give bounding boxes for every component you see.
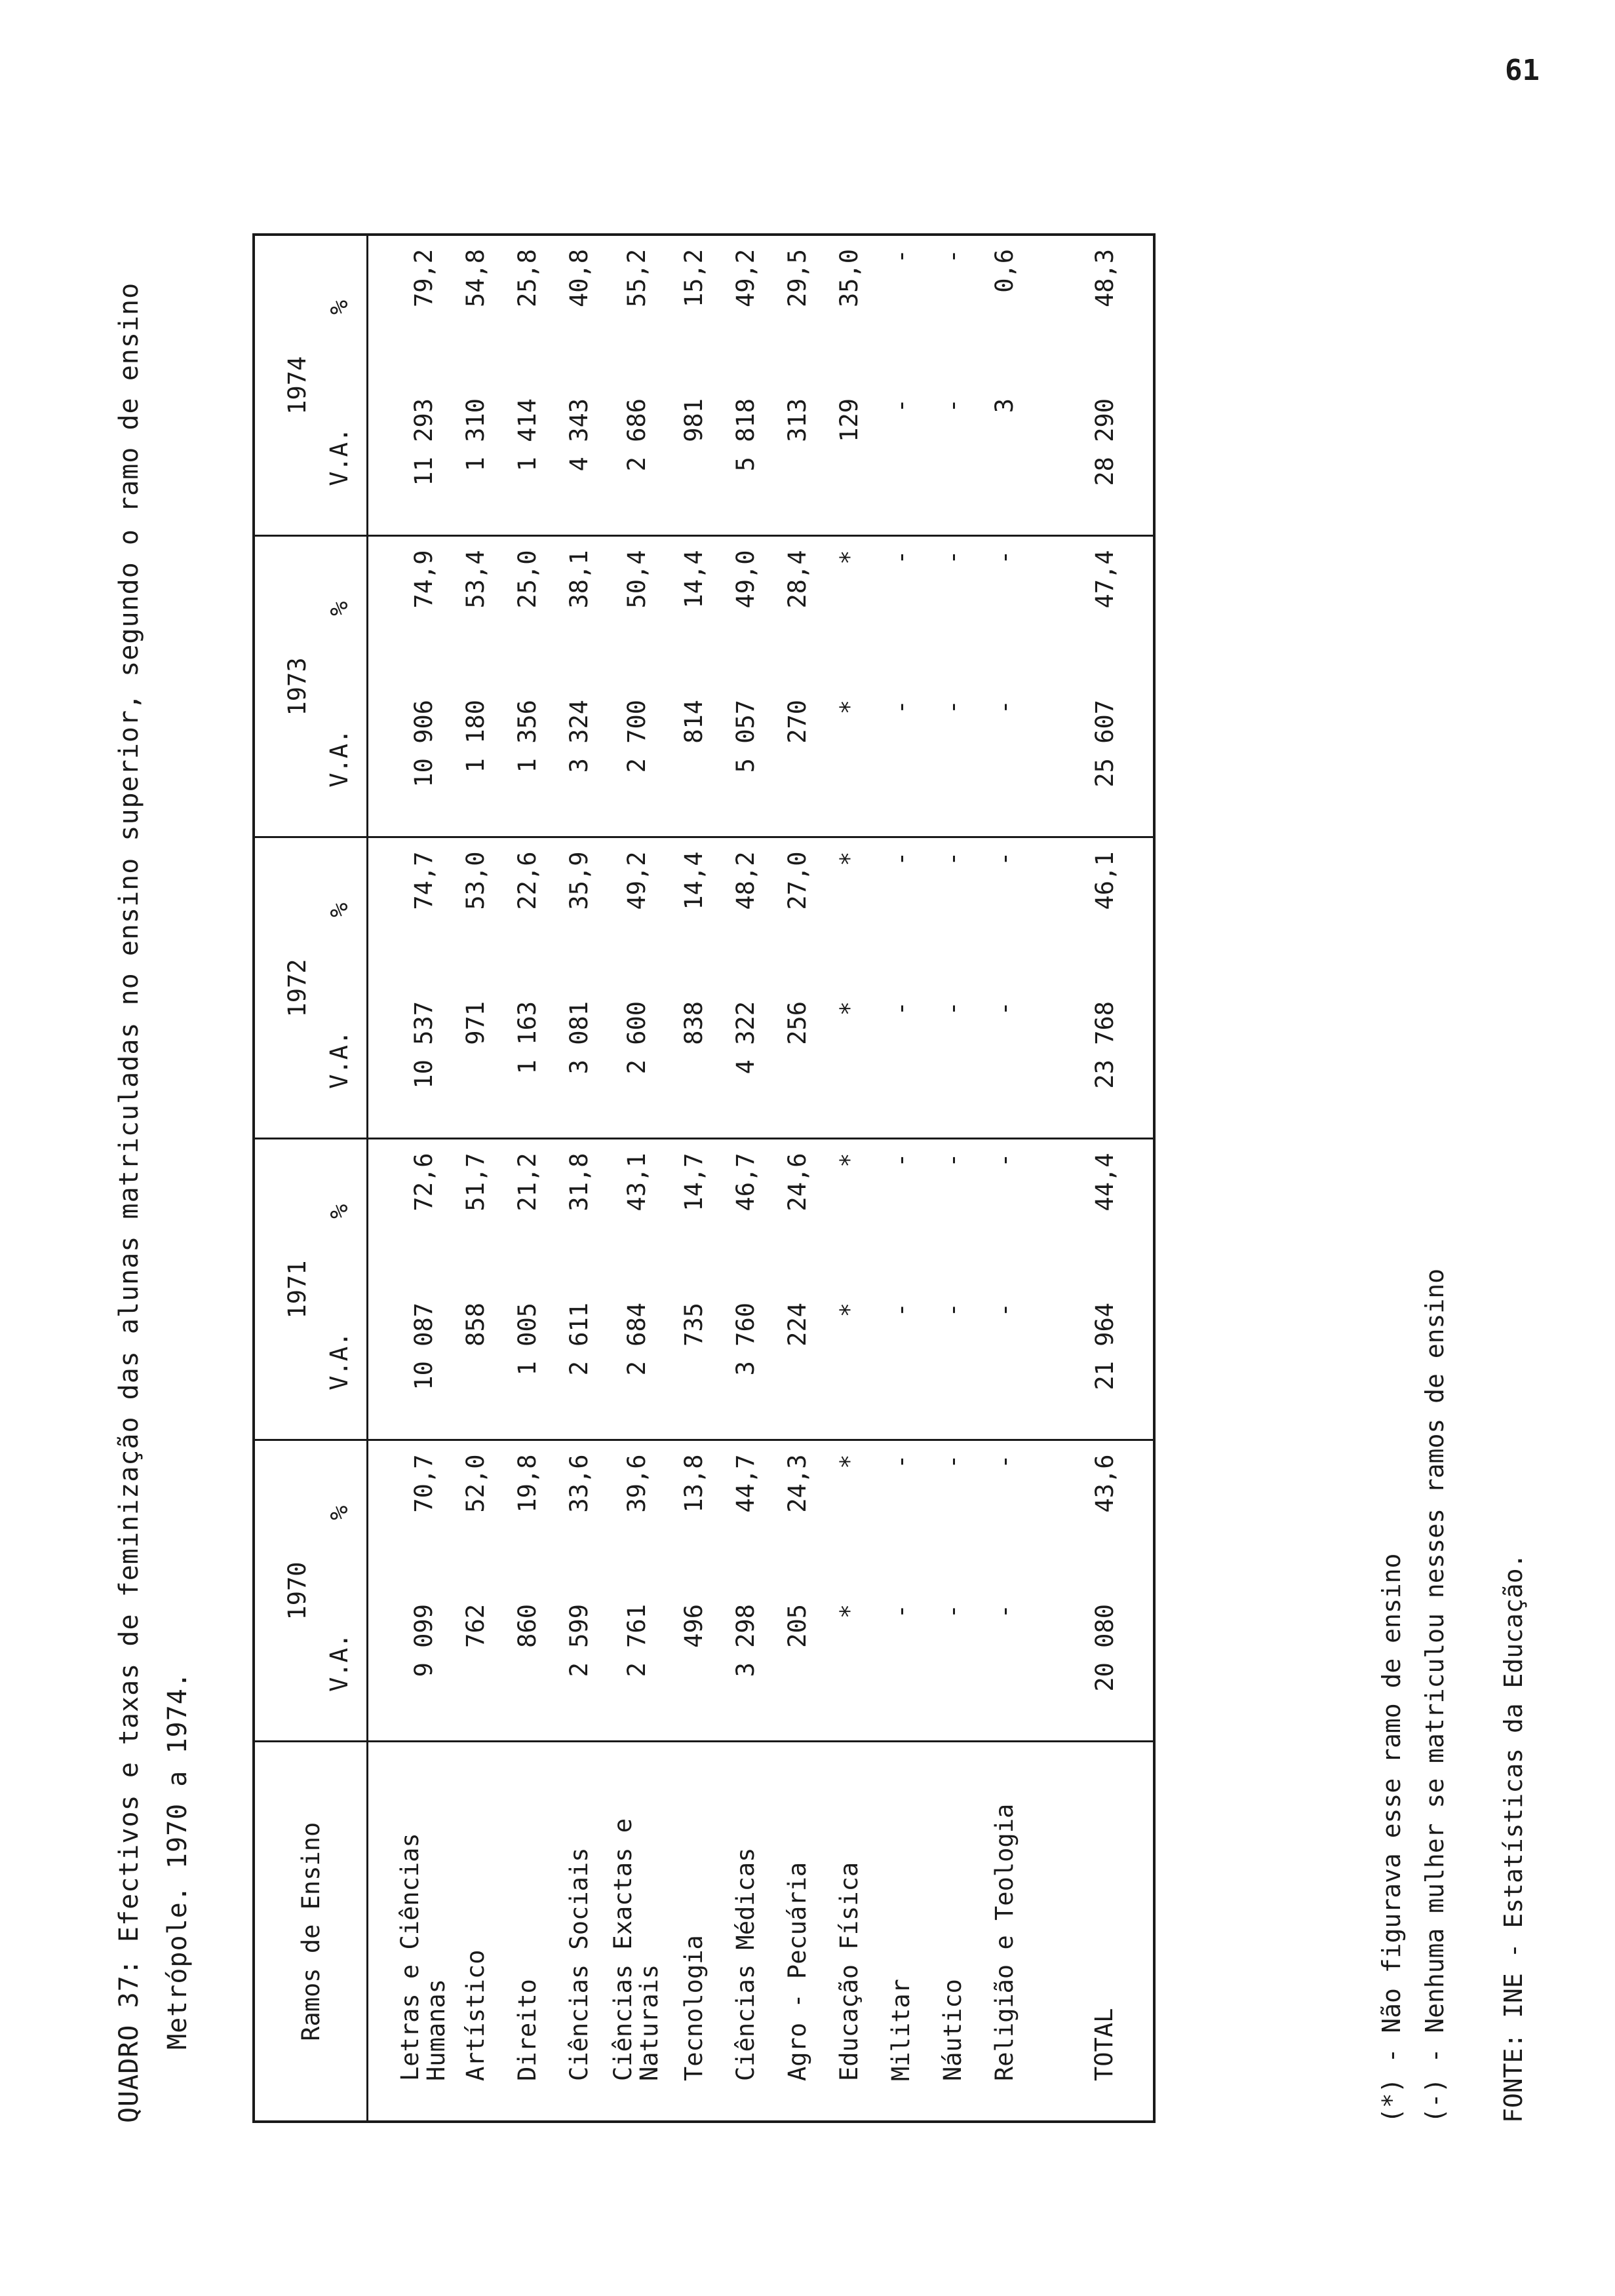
cell-va: *	[823, 982, 875, 1139]
cell-pct: 39,6	[622, 1454, 651, 1513]
cell-pct: 24,6	[783, 1153, 811, 1212]
spacer-cell	[1030, 536, 1082, 680]
cell-pct: *	[835, 1454, 863, 1469]
header-row-years	[254, 235, 311, 2122]
cell-va: 4 322	[720, 982, 771, 1139]
table-spacer-row	[1030, 235, 1082, 2122]
spacer-cell	[1030, 680, 1082, 837]
cell-pct: -	[939, 1153, 967, 1168]
spacer-cell	[1030, 837, 1082, 982]
cell-pct: 44,7	[731, 1454, 760, 1513]
cell-va: 814	[668, 680, 720, 837]
cell-va: 838	[668, 982, 720, 1139]
table-row	[720, 235, 771, 2122]
spacer-cell	[1030, 235, 1082, 379]
header-year-1972: 1972	[254, 837, 311, 1139]
cell-va: 1 356	[501, 680, 553, 837]
cell-va: 1 180	[450, 680, 501, 837]
spacer-cell	[1030, 1139, 1082, 1283]
cell-va: 20 080	[1082, 1584, 1154, 1742]
cell-pct: 53,0	[461, 851, 490, 910]
cell-pct: -	[887, 1454, 915, 1469]
header-pct: %	[311, 1440, 368, 1584]
header-year-1974: 1974	[254, 235, 311, 536]
cell-pct: 14,4	[680, 851, 708, 910]
cell-va: 981	[668, 379, 720, 536]
cell-pct: 43,1	[622, 1153, 651, 1212]
row-label: Direito	[513, 1979, 541, 2081]
header-pct: %	[311, 536, 368, 680]
cell-va: 2 700	[605, 680, 668, 837]
table-caption	[105, 92, 202, 2123]
cell-va: *	[823, 1584, 875, 1742]
cell-va: 3 324	[553, 680, 605, 837]
cell-pct: 29,5	[783, 248, 811, 308]
cell-pct: -	[990, 1153, 1019, 1168]
cell-va: 496	[668, 1584, 720, 1742]
row-label: Ciências Exactas e Naturais	[609, 1818, 663, 2081]
cell-pct: 49,0	[731, 550, 760, 609]
cell-va: 25 607	[1082, 680, 1154, 837]
cell-va: -	[875, 379, 927, 536]
header-pct: %	[311, 1139, 368, 1283]
cell-va: 5 057	[720, 680, 771, 837]
cell-va: 10 537	[368, 982, 450, 1139]
cell-va: 971	[450, 982, 501, 1139]
footnotes	[1370, 92, 1535, 2123]
row-label: Tecnologia	[679, 1935, 708, 2081]
header-year-1973: 1973	[254, 536, 311, 837]
cell-pct: 48,2	[731, 851, 760, 910]
cell-va: 2 611	[553, 1283, 605, 1440]
cell-va: 3 760	[720, 1283, 771, 1440]
table-body	[368, 235, 1155, 2122]
cell-va: -	[927, 680, 979, 837]
row-label: Educação Física	[834, 1862, 863, 2081]
cell-pct: -	[990, 1454, 1019, 1469]
table-row	[927, 235, 979, 2122]
header-year-1970: 1970	[254, 1440, 311, 1742]
cell-pct: 14,4	[680, 550, 708, 609]
cell-va: -	[875, 680, 927, 837]
spacer-cell	[1030, 1440, 1082, 1584]
cell-pct: 25,0	[513, 550, 541, 609]
cell-va: 129	[823, 379, 875, 536]
data-table-wrapper	[252, 236, 1156, 2123]
cell-va: -	[979, 982, 1030, 1139]
row-label: Ciências Sociais	[564, 1847, 593, 2081]
spacer-cell	[1030, 1742, 1082, 2122]
cell-va: -	[875, 1283, 927, 1440]
cell-va: -	[927, 379, 979, 536]
cell-pct: -	[990, 851, 1019, 866]
spacer-cell	[1030, 379, 1082, 536]
spacer-cell	[1030, 982, 1082, 1139]
cell-pct: 25,8	[513, 248, 541, 308]
cell-pct: 53,4	[461, 550, 490, 609]
cell-va: 3 298	[720, 1584, 771, 1742]
caption-line-1: QUADRO 37: Efectivos e taxas de feminização das alunas matriculadas no ensino superior, segundo o ramo de ensino	[114, 282, 144, 2123]
cell-pct: 22,6	[513, 851, 541, 910]
cell-va: 4 343	[553, 379, 605, 536]
table-row	[553, 235, 605, 2122]
cell-pct: -	[887, 550, 915, 565]
header-va: V.A.	[311, 982, 368, 1139]
cell-pct: 52,0	[461, 1454, 490, 1513]
row-label: Artístico	[461, 1949, 490, 2081]
rotated-content	[92, 39, 1534, 2123]
row-label: Letras e Ciências Humanas	[396, 1833, 450, 2081]
cell-pct: *	[835, 1153, 863, 1168]
cell-pct: 46,7	[731, 1153, 760, 1212]
header-va: V.A.	[311, 680, 368, 837]
cell-pct: -	[887, 1153, 915, 1168]
row-label: Ciências Médicas	[731, 1847, 760, 2081]
cell-va: 1 310	[450, 379, 501, 536]
cell-pct: 74,9	[409, 550, 438, 609]
row-label: Náutico	[938, 1979, 967, 2081]
cell-va: 762	[450, 1584, 501, 1742]
cell-pct: 35,9	[565, 851, 593, 910]
header-year-1971: 1971	[254, 1139, 311, 1440]
cell-pct: 21,2	[513, 1153, 541, 1212]
cell-pct: -	[939, 248, 967, 264]
cell-pct: 72,6	[409, 1153, 438, 1212]
cell-va: 1 414	[501, 379, 553, 536]
table-row	[501, 235, 553, 2122]
cell-va: 735	[668, 1283, 720, 1440]
cell-va: 2 686	[605, 379, 668, 536]
cell-pct: 40,8	[565, 248, 593, 308]
cell-pct: 35,0	[835, 248, 863, 308]
row-label: Religião e Teologia	[990, 1803, 1019, 2081]
table-row-total	[1082, 235, 1154, 2122]
cell-va: -	[875, 1584, 927, 1742]
table-row	[450, 235, 501, 2122]
table-row	[771, 235, 823, 2122]
page-number: 61	[1505, 54, 1540, 87]
cell-va: 2 599	[553, 1584, 605, 1742]
cell-pct: 47,4	[1090, 550, 1119, 609]
cell-pct: 54,8	[461, 248, 490, 308]
cell-va: 9 099	[368, 1584, 450, 1742]
cell-pct: 38,1	[565, 550, 593, 609]
cell-va: -	[979, 1283, 1030, 1440]
cell-pct: 27,0	[783, 851, 811, 910]
cell-va: *	[823, 1283, 875, 1440]
footnote-dash: (-) - Nenhuma mulher se matriculou nesses ramos de ensino	[1420, 1268, 1449, 2123]
cell-va: 1 005	[501, 1283, 553, 1440]
cell-pct: 48,3	[1090, 248, 1119, 308]
cell-pct: 33,6	[565, 1454, 593, 1513]
cell-va: 256	[771, 982, 823, 1139]
header-va: V.A.	[311, 1283, 368, 1440]
cell-pct: -	[939, 550, 967, 565]
cell-pct: 14,7	[680, 1153, 708, 1212]
cell-va: 270	[771, 680, 823, 837]
cell-pct: -	[887, 851, 915, 866]
cell-pct: 46,1	[1090, 851, 1119, 910]
cell-pct: 28,4	[783, 550, 811, 609]
header-pct: %	[311, 235, 368, 379]
cell-va: -	[927, 1584, 979, 1742]
cell-pct: *	[835, 550, 863, 565]
cell-va: 3	[979, 379, 1030, 536]
cell-va: 11 293	[368, 379, 450, 536]
cell-va: -	[927, 982, 979, 1139]
cell-va: *	[823, 680, 875, 837]
table-row	[668, 235, 720, 2122]
header-ramos: Ramos de Ensino	[254, 1742, 368, 2122]
cell-va: 2 600	[605, 982, 668, 1139]
cell-va: 23 768	[1082, 982, 1154, 1139]
cell-pct: 49,2	[731, 248, 760, 308]
cell-va: 860	[501, 1584, 553, 1742]
cell-pct: 70,7	[409, 1454, 438, 1513]
cell-va: 2 761	[605, 1584, 668, 1742]
row-label: TOTAL	[1090, 2008, 1118, 2081]
cell-va: 2 684	[605, 1283, 668, 1440]
cell-va: -	[875, 982, 927, 1139]
header-va: V.A.	[311, 379, 368, 536]
cell-pct: 49,2	[622, 851, 651, 910]
footnote-asterisk: (*) - Não figurava esse ramo de ensino	[1377, 1553, 1406, 2123]
cell-va: 10 906	[368, 680, 450, 837]
table-row	[979, 235, 1030, 2122]
row-label: Militar	[886, 1979, 915, 2081]
cell-va: 313	[771, 379, 823, 536]
header-va: V.A.	[311, 1584, 368, 1742]
cell-pct: 15,2	[680, 248, 708, 308]
cell-va: -	[927, 1283, 979, 1440]
cell-pct: 74,7	[409, 851, 438, 910]
cell-pct: 43,6	[1090, 1454, 1119, 1513]
header-pct: %	[311, 837, 368, 982]
table-row	[605, 235, 668, 2122]
cell-pct: -	[887, 248, 915, 264]
cell-va: 205	[771, 1584, 823, 1742]
cell-va: 858	[450, 1283, 501, 1440]
data-table	[252, 233, 1156, 2123]
cell-va: 3 081	[553, 982, 605, 1139]
cell-va: -	[979, 1584, 1030, 1742]
cell-va: -	[979, 680, 1030, 837]
cell-pct: -	[939, 1454, 967, 1469]
cell-pct: 31,8	[565, 1153, 593, 1212]
cell-va: 5 818	[720, 379, 771, 536]
cell-va: 28 290	[1082, 379, 1154, 536]
table-row	[823, 235, 875, 2122]
cell-va: 224	[771, 1283, 823, 1440]
cell-pct: 0,6	[990, 248, 1019, 293]
cell-pct: *	[835, 851, 863, 866]
cell-pct: -	[990, 550, 1019, 565]
cell-pct: 79,2	[409, 248, 438, 308]
cell-va: 1 163	[501, 982, 553, 1139]
cell-pct: 55,2	[622, 248, 651, 308]
cell-pct: 13,8	[680, 1454, 708, 1513]
cell-va: 10 087	[368, 1283, 450, 1440]
table-row	[875, 235, 927, 2122]
cell-pct: -	[939, 851, 967, 866]
cell-pct: 50,4	[622, 550, 651, 609]
caption-line-2: Metrópole. 1970 a 1974.	[163, 1672, 193, 2050]
cell-va: 21 964	[1082, 1283, 1154, 1440]
cell-pct: 24,3	[783, 1454, 811, 1513]
cell-pct: 19,8	[513, 1454, 541, 1513]
row-label: Agro - Pecuária	[783, 1862, 811, 2081]
cell-pct: 44,4	[1090, 1153, 1119, 1212]
table-row	[368, 235, 450, 2122]
spacer-cell	[1030, 1283, 1082, 1440]
source-note: FONTE: INE - Estatísticas da Educação.	[1499, 1553, 1528, 2123]
cell-pct: 51,7	[461, 1153, 490, 1212]
spacer-cell	[1030, 1584, 1082, 1742]
